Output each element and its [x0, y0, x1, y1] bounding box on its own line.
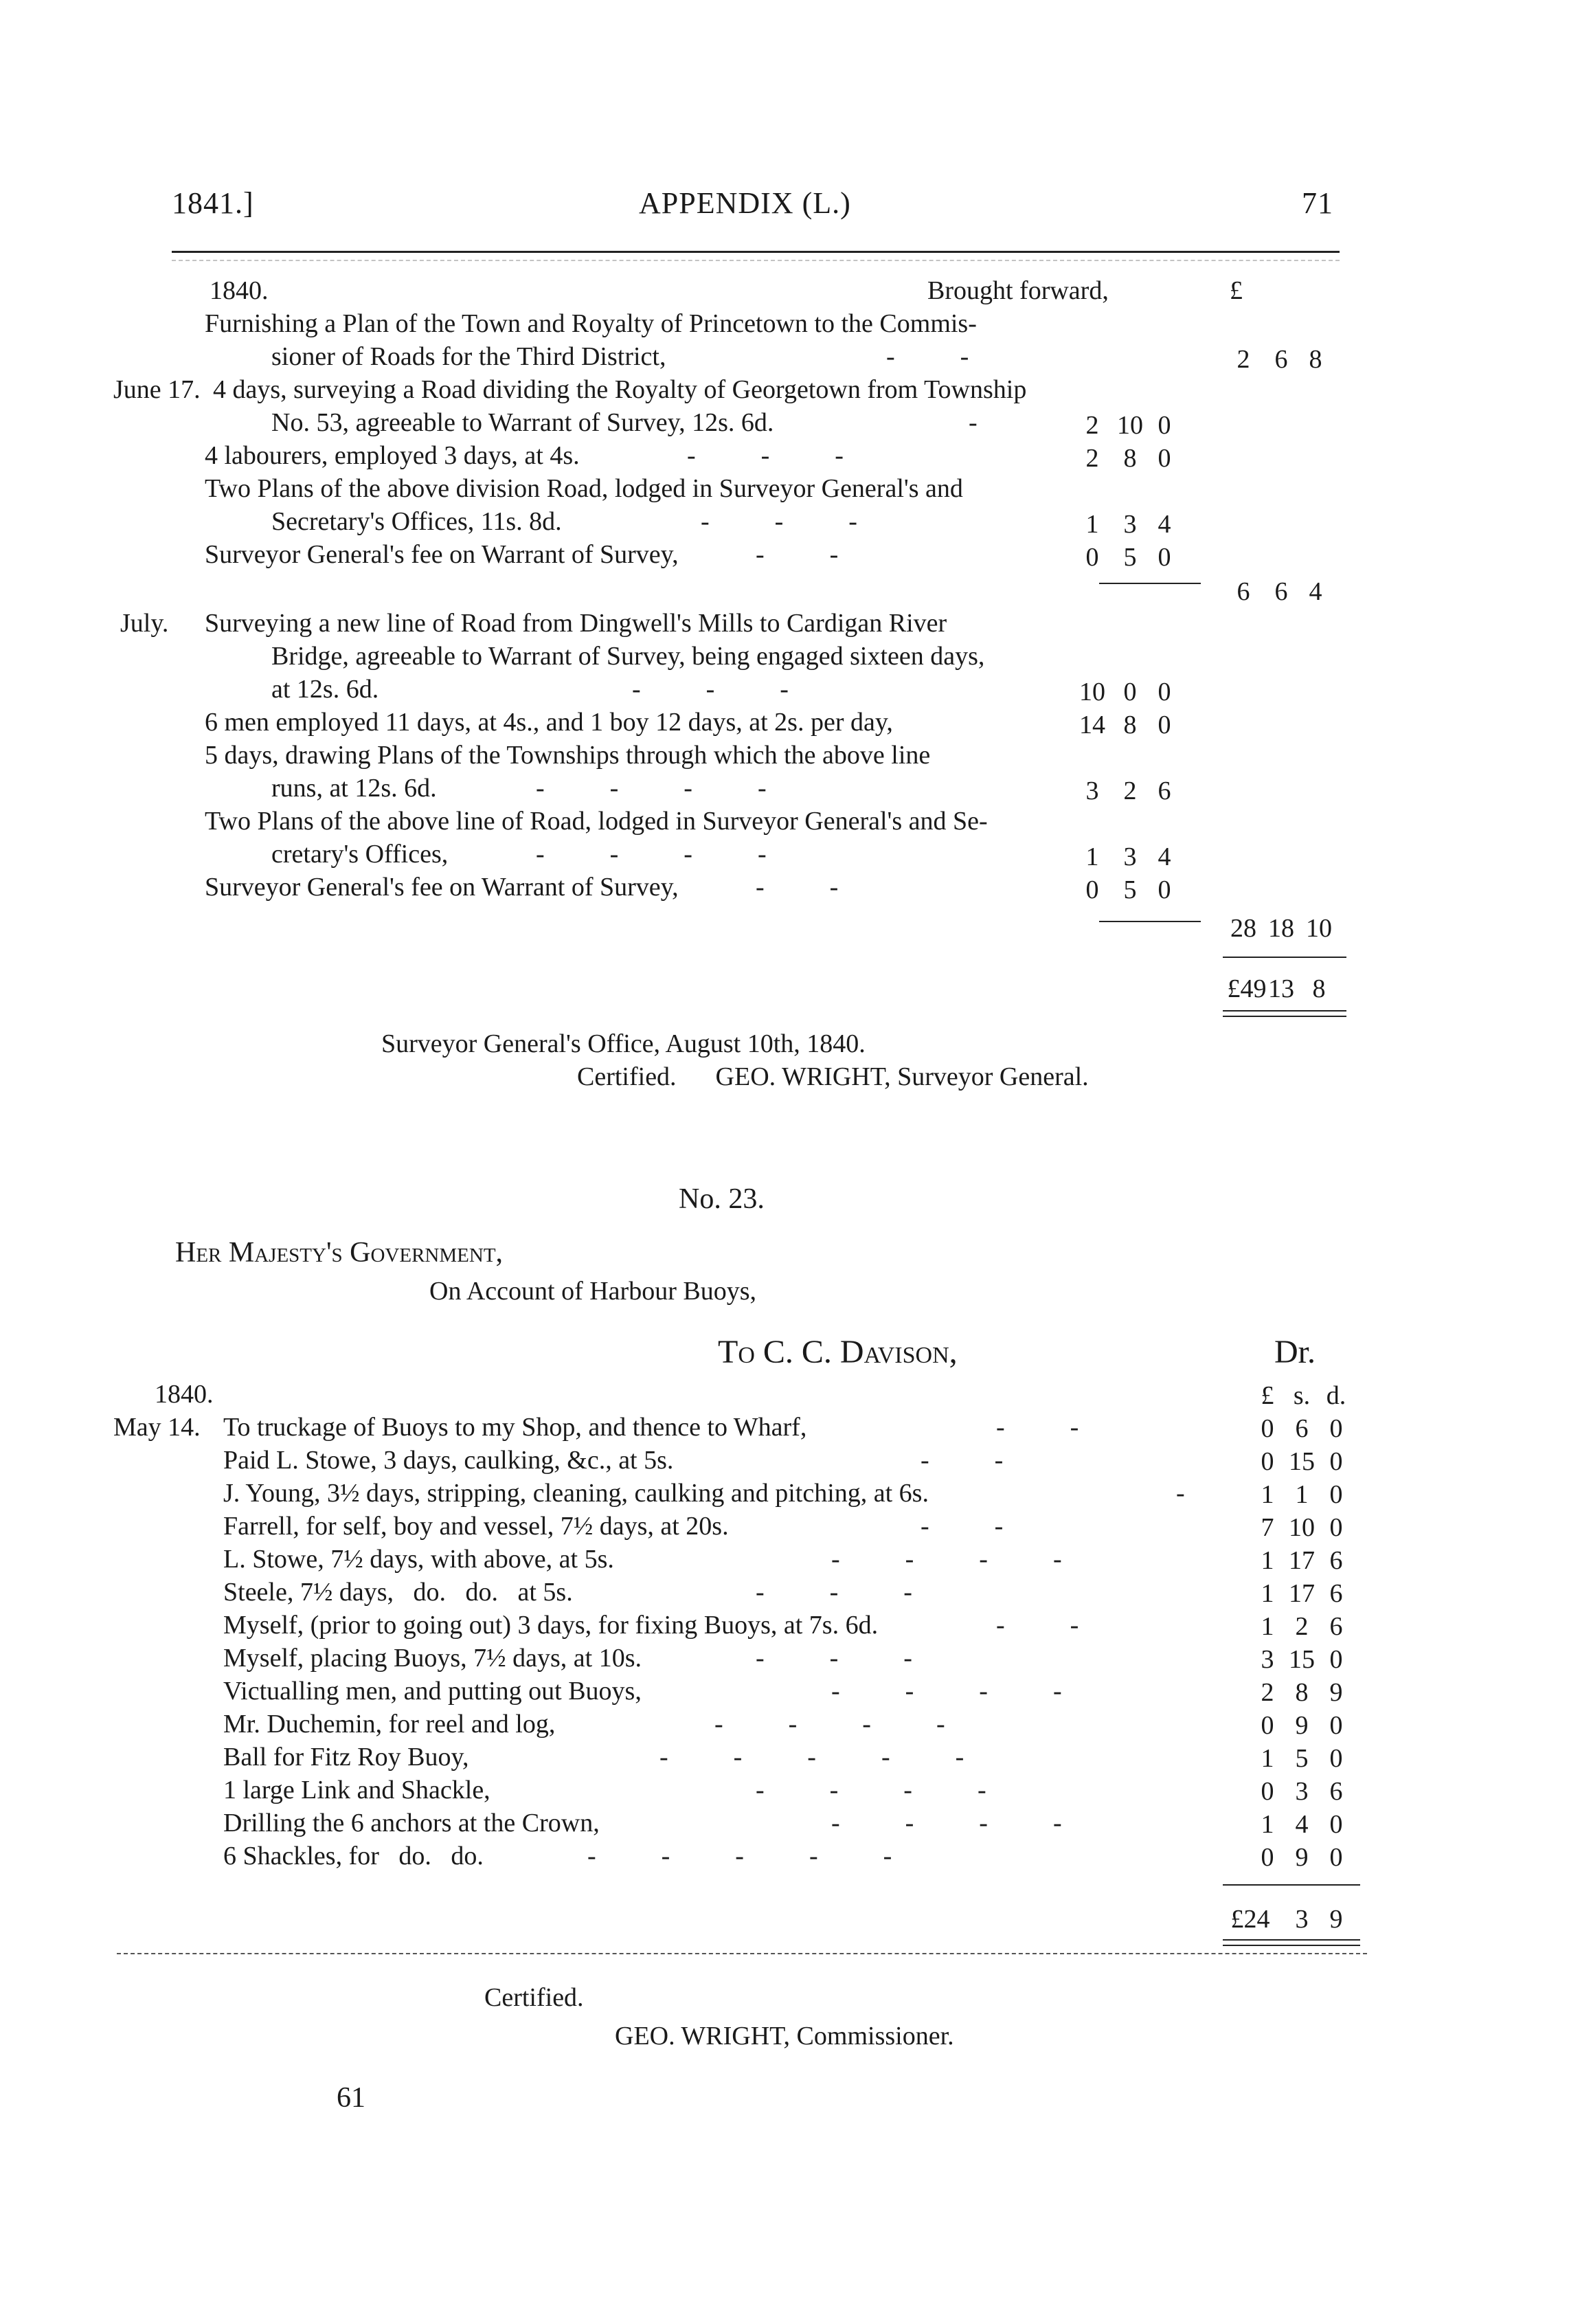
item-pence: 0 — [1329, 1414, 1343, 1443]
amount-pence: 0 — [1158, 444, 1171, 473]
item-dashes: - - - - — [831, 1545, 1062, 1574]
item-pence: 0 — [1329, 1744, 1343, 1773]
item-text: Mr. Duchemin, for reel and log, — [223, 1710, 556, 1739]
col-head-pence: d. — [1326, 1381, 1346, 1410]
entry-line: Surveying a new line of Road from Dingwell's Mills to Cardigan River — [205, 609, 947, 638]
top-dashed-rule — [172, 260, 1340, 261]
subtotal-shillings: 18 — [1268, 914, 1294, 943]
item-pounds: 1 — [1261, 1810, 1274, 1839]
amount-shillings: 3 — [1123, 510, 1137, 539]
item-pounds: 0 — [1261, 1414, 1274, 1443]
item-text: Farrell, for self, boy and vessel, 7½ days, at 20s. — [223, 1512, 729, 1541]
amount-shillings: 8 — [1123, 444, 1137, 473]
debit-label: Dr. — [1274, 1334, 1316, 1370]
entry-line: runs, at 12s. 6d. — [271, 774, 437, 803]
section2-year: 1840. — [155, 1380, 214, 1409]
amount-pence: 4 — [1158, 510, 1171, 539]
grand-total-pence: 8 — [1312, 974, 1326, 1003]
item-pounds: 1 — [1261, 1612, 1274, 1641]
header-rule — [172, 251, 1340, 253]
commissioner-signature: GEO. WRIGHT, Commissioner. — [615, 2022, 954, 2051]
item-text: Myself, placing Buoys, 7½ days, at 10s. — [223, 1644, 642, 1673]
amount-pence: 0 — [1158, 543, 1171, 572]
entry-line: 4 days, surveying a Road dividing the Royalty of Georgetown from Township — [213, 375, 1027, 404]
amount-pounds: 1 — [1085, 842, 1099, 871]
debtor-party: Her Majesty's Government, — [175, 1237, 504, 1269]
item-pence: 6 — [1329, 1579, 1343, 1608]
item-shillings: 1 — [1295, 1480, 1309, 1509]
entry-date: June 17. — [113, 375, 201, 404]
amount-pounds: 1 — [1085, 510, 1099, 539]
amount-shillings: 0 — [1123, 678, 1137, 706]
item-dashes: - - - - - — [587, 1842, 892, 1870]
entry-dashes: - - - — [701, 507, 857, 536]
item-shillings: 6 — [1295, 1414, 1309, 1443]
amount-pence: 6 — [1158, 776, 1171, 805]
item-pounds: 1 — [1261, 1579, 1274, 1608]
item-pounds: 3 — [1261, 1645, 1274, 1674]
running-head-title: APPENDIX (L.) — [639, 186, 851, 220]
account-purpose: On Account of Harbour Buoys, — [429, 1277, 756, 1306]
entry-dashes: - - - — [687, 441, 844, 470]
item-dashes: - — [1176, 1479, 1185, 1508]
subtotal-pounds: 28 — [1230, 914, 1256, 943]
subtotal-rule — [1099, 921, 1201, 922]
item-shillings: 17 — [1289, 1546, 1315, 1575]
entry-line: Furnishing a Plan of the Town and Royalty of Princetown to the Commis- — [205, 309, 977, 338]
signature-mark: 61 — [337, 2082, 365, 2114]
item-pounds: 0 — [1261, 1777, 1274, 1806]
amount-pence: 0 — [1158, 875, 1171, 904]
item-shillings: 10 — [1289, 1513, 1315, 1542]
entry-dashes: - - — [886, 342, 969, 371]
item-text: To truckage of Buoys to my Shop, and thence to Wharf, — [223, 1413, 807, 1442]
item-pence: 6 — [1329, 1612, 1343, 1641]
certified-signature: Certified. GEO. WRIGHT, Surveyor General. — [577, 1062, 1089, 1091]
amount-pounds: 14 — [1079, 711, 1105, 739]
item-pounds: 0 — [1261, 1447, 1274, 1476]
item-dashes: - - — [921, 1512, 1004, 1541]
divider-dashed — [117, 1953, 1367, 1954]
amount-pounds: 0 — [1085, 875, 1099, 904]
item-shillings: 3 — [1295, 1777, 1309, 1806]
entry-dashes: - - - — [632, 675, 789, 704]
item-text: L. Stowe, 7½ days, with above, at 5s. — [223, 1545, 614, 1574]
amount-shillings: 5 — [1123, 543, 1137, 572]
item-dashes: - - - - — [714, 1710, 945, 1739]
item-pounds: 1 — [1261, 1480, 1274, 1509]
entry-line: at 12s. 6d. — [271, 675, 379, 704]
item-pounds: 2 — [1261, 1678, 1274, 1707]
item-shillings: 4 — [1295, 1810, 1309, 1839]
amount-pence: 0 — [1158, 411, 1171, 440]
item-shillings: 15 — [1289, 1645, 1315, 1674]
item-shillings: 9 — [1295, 1843, 1309, 1872]
entry-dashes: - - - - — [536, 840, 767, 869]
creditor-party: To C. C. Davison, — [718, 1334, 958, 1370]
total-double-rule — [1223, 1016, 1346, 1017]
col-head-pounds: £ — [1261, 1381, 1274, 1410]
entry-dashes: - - — [756, 873, 839, 902]
item-pence: 0 — [1329, 1645, 1343, 1674]
amount-pounds: 2 — [1085, 444, 1099, 473]
amount-shillings: 8 — [1123, 711, 1137, 739]
entry-date: July. — [120, 609, 169, 638]
item-dashes: - - - - — [831, 1677, 1062, 1706]
item-dashes: - - — [921, 1446, 1004, 1475]
entry-line: Two Plans of the above division Road, lodged in Surveyor General's and — [205, 474, 963, 503]
entry-dashes: - — [969, 408, 978, 437]
total-double-rule — [1223, 1010, 1346, 1012]
total-rule — [1223, 1884, 1360, 1886]
entry-line: sioner of Roads for the Third District, — [271, 342, 666, 371]
item-text: Paid L. Stowe, 3 days, caulking, &c., at 5s. — [223, 1446, 674, 1475]
amount-shillings: 2 — [1123, 776, 1137, 805]
entry-line: cretary's Offices, — [271, 840, 449, 869]
entry-line: Two Plans of the above line of Road, lodged in Surveyor General's and Se- — [205, 807, 988, 836]
item-dashes: - - - - — [831, 1809, 1062, 1837]
total-double-rule — [1223, 1945, 1360, 1946]
item-pounds: 1 — [1261, 1744, 1274, 1773]
amount-pence: 0 — [1158, 678, 1171, 706]
page-number: 71 — [1302, 186, 1333, 220]
item-pence: 0 — [1329, 1480, 1343, 1509]
item-pence: 6 — [1329, 1546, 1343, 1575]
entry-line: 6 men employed 11 days, at 4s., and 1 boy 12 days, at 2s. per day, — [205, 708, 893, 737]
entry-dashes: - - — [756, 540, 839, 569]
item-shillings: 8 — [1295, 1678, 1309, 1707]
amount-pounds: 2 — [1085, 411, 1099, 440]
item-dashes: - - — [996, 1413, 1079, 1442]
office-date-line: Surveyor General's Office, August 10th, 1840. — [381, 1029, 866, 1058]
item-pounds: 0 — [1261, 1843, 1274, 1872]
entry-line: No. 53, agreeable to Warrant of Survey, 12s. 6d. — [271, 408, 774, 437]
total-pounds: 2 — [1237, 345, 1250, 374]
item-text: Myself, (prior to going out) 3 days, for fixing Buoys, at 7s. 6d. — [223, 1611, 879, 1640]
entry-line: 5 days, drawing Plans of the Townships through which the above line — [205, 741, 931, 770]
item-pounds: 7 — [1261, 1513, 1274, 1542]
item-text: Steele, 7½ days, do. do. at 5s. — [223, 1578, 573, 1607]
subtotal-rule — [1099, 583, 1201, 584]
amount-shillings: 3 — [1123, 842, 1137, 871]
item-shillings: 17 — [1289, 1579, 1315, 1608]
amount-pence: 0 — [1158, 711, 1171, 739]
brought-forward-label: Brought forward, — [927, 276, 1109, 305]
entry-line: Surveyor General's fee on Warrant of Survey, — [205, 873, 679, 902]
item-dashes: - - - — [756, 1644, 912, 1673]
item-pounds: 1 — [1261, 1546, 1274, 1575]
amount-pounds: 10 — [1079, 678, 1105, 706]
col-head-shillings: s. — [1293, 1381, 1311, 1410]
subtotal-shillings: 6 — [1274, 577, 1288, 606]
item-text: Drilling the 6 anchors at the Crown, — [223, 1809, 600, 1837]
item-text: 6 Shackles, for do. do. — [223, 1842, 484, 1870]
item-text: Victualling men, and putting out Buoys, — [223, 1677, 642, 1706]
item-shillings: 5 — [1295, 1744, 1309, 1773]
amount-pounds: 3 — [1085, 776, 1099, 805]
section1-year: 1840. — [210, 276, 269, 305]
item-text: J. Young, 3½ days, stripping, cleaning, caulking and pitching, at 6s. — [223, 1479, 929, 1508]
item-shillings: 2 — [1295, 1612, 1309, 1641]
grand-total-shillings: 13 — [1268, 974, 1294, 1003]
total-shillings: 6 — [1274, 345, 1288, 374]
item-pence: 0 — [1329, 1810, 1343, 1839]
total-rule — [1223, 957, 1346, 958]
item-pounds: 0 — [1261, 1711, 1274, 1740]
total-pence: 8 — [1309, 345, 1322, 374]
item-pence: 0 — [1329, 1513, 1343, 1542]
certified-label: Certified. — [484, 1983, 584, 2012]
amount-shillings: 10 — [1117, 411, 1143, 440]
item-dashes: - - - - - — [659, 1743, 964, 1772]
item-dashes: - - - - — [756, 1776, 986, 1805]
item-text: 1 large Link and Shackle, — [223, 1776, 490, 1805]
running-head-year: 1841.] — [172, 186, 254, 220]
account-total-shillings: 3 — [1295, 1905, 1309, 1934]
subtotal-pounds: 6 — [1237, 577, 1250, 606]
item-shillings: 9 — [1295, 1711, 1309, 1740]
item-shillings: 15 — [1289, 1447, 1315, 1476]
item-date: May 14. — [113, 1413, 201, 1442]
total-double-rule — [1223, 1939, 1360, 1941]
item-dashes: - - — [996, 1611, 1079, 1640]
entry-dashes: - - - - — [536, 774, 767, 803]
amount-pounds: 0 — [1085, 543, 1099, 572]
account-total-pounds: £24 — [1230, 1905, 1270, 1934]
item-text: Ball for Fitz Roy Buoy, — [223, 1743, 469, 1772]
subtotal-pence: 10 — [1306, 914, 1332, 943]
subtotal-pence: 4 — [1309, 577, 1322, 606]
item-pence: 0 — [1329, 1711, 1343, 1740]
entry-line: 4 labourers, employed 3 days, at 4s. — [205, 441, 580, 470]
item-pence: 0 — [1329, 1447, 1343, 1476]
entry-line: Bridge, agreeable to Warrant of Survey, being engaged sixteen days, — [271, 642, 985, 671]
item-pence: 6 — [1329, 1777, 1343, 1806]
item-pence: 9 — [1329, 1678, 1343, 1707]
entry-line: Surveyor General's fee on Warrant of Survey, — [205, 540, 679, 569]
item-dashes: - - - — [756, 1578, 912, 1607]
amount-shillings: 5 — [1123, 875, 1137, 904]
amount-pence: 4 — [1158, 842, 1171, 871]
account-total-pence: 9 — [1329, 1905, 1343, 1934]
entry-line: Secretary's Offices, 11s. 8d. — [271, 507, 562, 536]
item-pence: 0 — [1329, 1843, 1343, 1872]
account-number: No. 23. — [679, 1183, 765, 1215]
grand-total-pounds: £49 — [1227, 974, 1267, 1003]
pound-symbol: £ — [1230, 276, 1243, 305]
